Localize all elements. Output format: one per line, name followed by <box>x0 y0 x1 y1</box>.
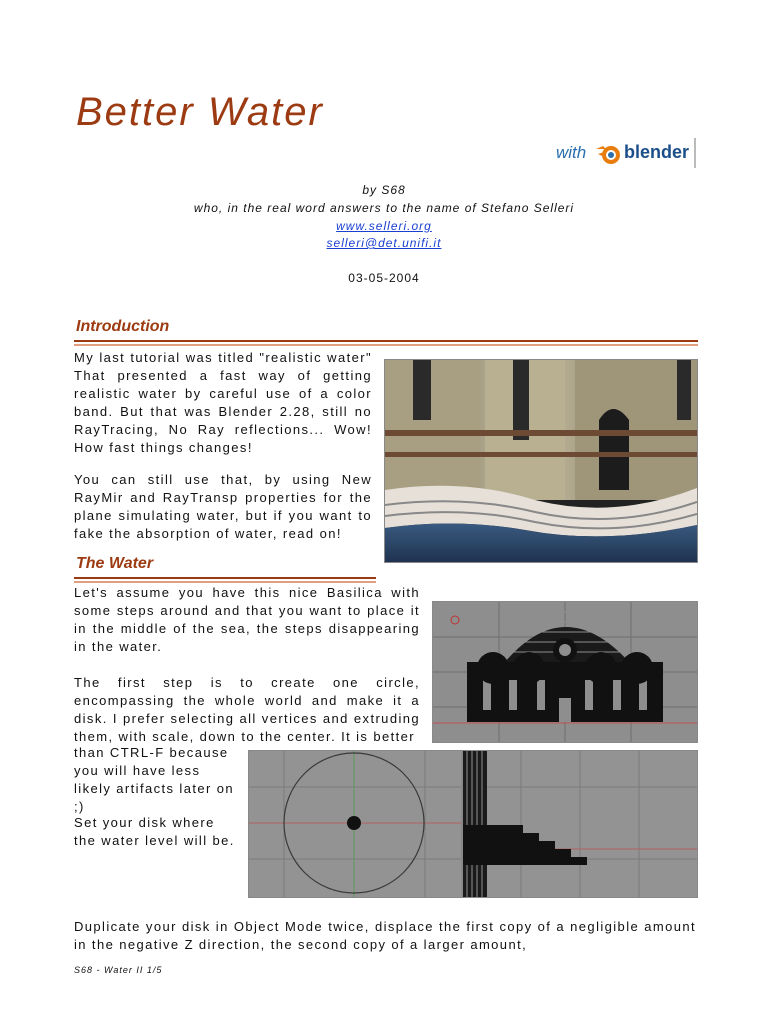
page-footer: S68 - Water II 1/5 <box>74 965 163 975</box>
disk-top-graphic <box>249 751 461 897</box>
logo-wordmark: blender <box>624 142 690 162</box>
introduction-heading: Introduction <box>76 318 170 335</box>
water-paragraph-5: Duplicate your disk in Object Mode twice, displace the first copy of a negligible amount in the negative Z direction, the second copy of a larger amount, <box>74 919 696 952</box>
water-paragraph-2: The first step is to create one circle, encompassing the whole world and make it a disk. I prefer selecting all vertices and extruding them, with scale, down to the center. It is better <box>74 675 420 744</box>
intro-paragraph-2: You can still use that, by using New RayMir and RayTransp properties for the plane simulating water, but if you want to fake the absorption of water, read on! <box>74 472 372 541</box>
author-subtitle: who, in the real word answers to the name of Stefano Selleri <box>193 201 575 215</box>
logo-with-text: with <box>556 143 587 162</box>
email-link[interactable]: selleri@det.unifi.it <box>326 236 442 250</box>
date: 03-05-2004 <box>348 271 420 285</box>
steps-side-view-image <box>462 750 698 898</box>
page-title: Better Water <box>76 90 324 134</box>
disk-top-view-image <box>248 750 462 898</box>
intro-paragraph-1: My last tutorial was titled "realistic water" That presented a fast way of getting realistic water by careful use of a color band. But that was Blender 2.28, still no RayTracing, No Ray reflections... Wow! How fast things changes! <box>74 350 372 455</box>
wireframe-front-graphic <box>433 602 697 742</box>
water-rule <box>74 577 376 579</box>
byline: by S68 <box>362 183 406 197</box>
website-link[interactable]: www.selleri.org <box>336 219 432 233</box>
water-paragraph-3: than CTRL-F because you will have less likely artifacts later on ;) <box>74 745 234 814</box>
blender-logo <box>556 138 698 170</box>
basilica-render-graphic <box>385 360 697 562</box>
basilica-render-image <box>384 359 698 563</box>
water-paragraph-1: Let's assume you have this nice Basilica with some steps around and that you want to place it in the middle of the sea, the steps disappearing in the water. <box>74 585 420 654</box>
wireframe-front-view-image <box>432 601 698 743</box>
water-paragraph-4: Set your disk where the water level will be. <box>74 815 235 848</box>
introduction-rule <box>74 340 698 342</box>
blender-icon <box>594 140 624 166</box>
logo-divider <box>694 138 696 168</box>
water-rule-light <box>74 581 376 583</box>
water-heading: The Water <box>76 555 154 572</box>
introduction-rule-light <box>74 344 698 346</box>
steps-side-graphic <box>463 751 697 897</box>
